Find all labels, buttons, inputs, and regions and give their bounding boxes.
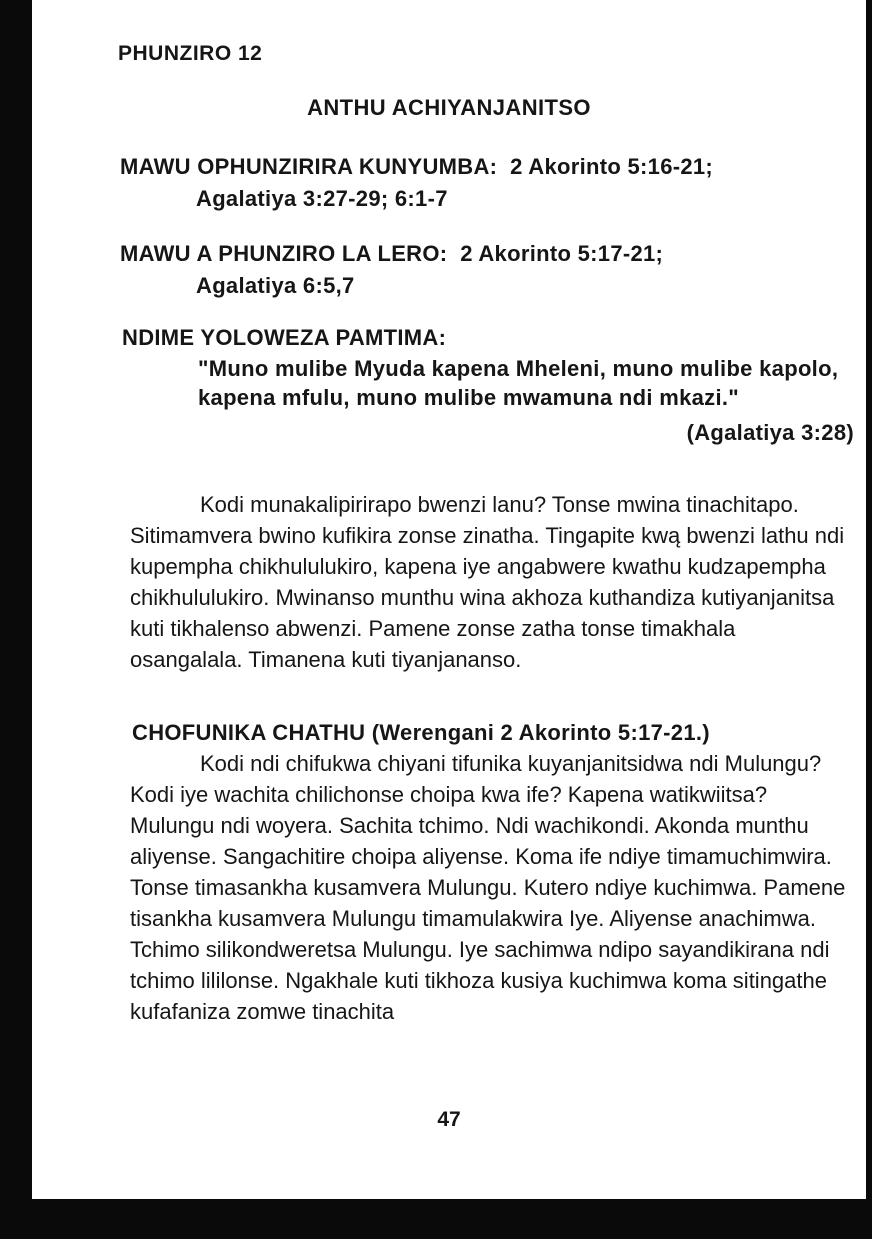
section-heading: CHOFUNIKA CHATHU (Werengani 2 Akorinto 5:17-21.): [132, 720, 710, 745]
intro-paragraph: Kodi munakalipirirapo bwenzi lanu? Tonse mwina tinachitapo. Sitimamvera bwino kufikira zonse zinatha. Tingapite kwą bwenzi lathu ndi kupempha chikhululukiro, kapena iye angabwere kwathu kudzapempha chikhululukiro. Mwinanso munthu wina akhoza kuthandiza kutiyanjanitsa kuti tikhalenso abwenzi. Pamene zonse zatha tonse timakhala osangalala. Timanena kuti tiyanjananso.: [130, 492, 845, 672]
lesson-title: ANTHU ACHIYANJANITSO: [307, 95, 591, 120]
memory-verse-heading: NDIME YOLOWEZA PAMTIMA:: [122, 325, 447, 350]
home-reading-refs-line1: 2 Akorinto 5:16-21;: [510, 154, 714, 179]
page-number: 47: [437, 1108, 461, 1131]
intro-section: [130, 489, 846, 675]
section-paragraph: Kodi ndi chifukwa chiyani tifunika kuyanjanitsidwa ndi Mulungu? Kodi iye wachita chilichonse choipa kwa ife? Kapena watikwiitsa? Mulungu ndi woyera. Sachita tchimo. Ndi wachikondi. Akonda munthu aliyense. Sangachitire choipa aliyense. Koma ife ndiye timamuchimwira. Tonse timasankha kusamvera Mulungu. Kutero ndiye kuchimwa. Pamene tisankha kusamvera Mulungu timamulakwira Iye. Aliyense anachimwa. Tchimo silikondweretsa Mulungu. Iye sachimwa ndipo sayandikirana ndi tchimo lililonse. Ngakhale kuti tikhoza kusiya kuchimwa koma sitingathe kufafaniza zomwe tinachita: [130, 751, 846, 1024]
home-reading-refs-line2: Agalatiya 3:27-29; 6:1-7: [196, 186, 448, 211]
lesson-reading-label: MAWU A PHUNZIRO LA LERO:: [120, 241, 448, 266]
lesson-reading-refs-line1: 2 Akorinto 5:17-21;: [460, 241, 664, 266]
lesson-reading-refs-line2: Agalatiya 6:5,7: [196, 273, 355, 298]
section-body: [130, 748, 846, 1027]
lesson-label: PHUNZIRO 12: [118, 42, 263, 65]
memory-verse-reference: (Agalatiya 3:28): [686, 420, 854, 445]
home-reading-label: MAWU OPHUNZIRIRA KUNYUMBA:: [120, 154, 498, 179]
scan-border-bottom: [0, 1199, 872, 1239]
memory-verse: [122, 322, 854, 446]
lesson-reading: [120, 238, 663, 302]
home-reading: [120, 151, 713, 215]
scan-border-left: [0, 0, 32, 1239]
memory-verse-text: "Muno mulibe Myuda kapena Mheleni, muno mulibe kapolo, kapena mfulu, muno mulibe mwamuna ndi mkazi.": [198, 356, 839, 410]
scan-border-right: [866, 0, 872, 1239]
document-page: [32, 0, 866, 1199]
